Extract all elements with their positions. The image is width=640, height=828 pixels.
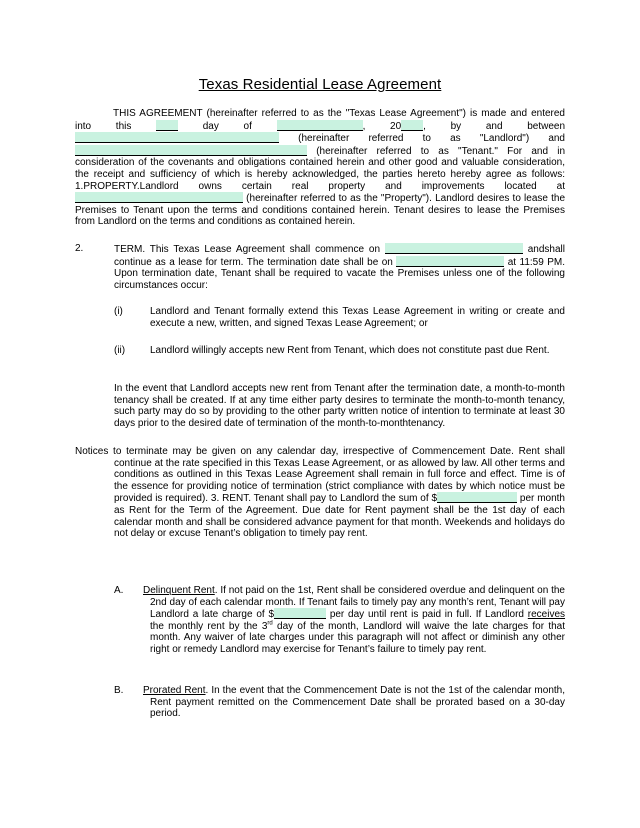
term-text-2: andshall continue as a lease for term. The termination date shall be on [114,244,566,268]
document-title: Texas Residential Lease Agreement [198,76,442,93]
late-charge-field[interactable] [274,608,326,619]
delinquent-heading: Delinquent Rent [143,585,215,596]
intro-text-3: , 20 [362,120,402,132]
notices-paragraph [75,446,565,540]
term-paragraph [114,243,565,291]
term-number: 2. [75,243,84,254]
notices-text-2: per month as Rent for the Term of the Agreement. Due date for Rent payment shall be the 1st day of each calendar month and shall be considered advance payment for that month. Weekends and holidays do not delay or excuse Tenant’s obligation to timely pay rent. [114,493,565,540]
item-label: (i) [114,306,123,317]
intro-text-4: , by and between [423,120,566,132]
rent-amount-field[interactable] [437,492,517,503]
landlord-name-field[interactable] [75,132,279,143]
intro-paragraph [75,108,565,228]
termination-date-field[interactable] [396,256,504,267]
delinquent-receives: receives [527,609,566,621]
item-label: (ii) [114,345,126,356]
ordinal-suffix: rd [267,620,273,627]
property-address-field[interactable] [75,192,243,203]
prorated-label: B. [114,685,124,696]
term-text-1: TERM. This Texas Lease Agreement shall commence on [114,244,380,255]
delinquent-text-3: the monthly rent by the 3 [150,620,268,632]
delinquent-paragraph [143,585,566,656]
month-field[interactable] [277,120,363,131]
intro-text-2: day of [202,120,252,132]
year-field[interactable] [401,120,423,131]
delinquent-text-1: . If not paid on the 1st, Rent shall be considered overdue and delinquent on the 2nd day of each calendar month. If Tenant fails to timely pay any month’s rent, Tenant will pay Landlord a late charge of $ [150,585,565,621]
prorated-heading: Prorated Rent [143,685,206,696]
item-text: Landlord willingly accepts new Rent from Tenant, which does not constitute past due Rent. [150,345,550,356]
term-text-3: at 11:59 PM. Upon termination date, Tenant shall be required to vacate the Premises unless one of the following circumstances occur: [114,256,566,291]
delinquent-label: A. [114,585,124,596]
intro-text-6: (hereinafter referred to as "Tenant." For and in consideration of the covenants and obligations contained herein and other good and valuable consideration, the receipt and sufficiency of which is hereby acknowledged, the parties hereto hereby agree as follows: 1.PROPERTY.Landlord owns certain real property and improvements located at [75,145,566,192]
tenant-name-field[interactable] [75,145,307,156]
delinquent-text-4: day of the month, Landlord will waive the late charges for that month. Any waiver of late charges under this paragraph will not affect or diminish any other right or remedy Landlord may exercise for Tenant’s failure to timely pay rent. [150,620,565,655]
delinquent-text-2: per day until rent is paid in full. If Landlord [329,609,524,621]
item-text: Landlord and Tenant formally extend this Texas Lease Agreement in writing or create and execute a new, written, and signed Texas Lease Agreement; or [150,306,565,329]
month-to-month-paragraph: In the event that Landlord accepts new rent from Tenant after the termination date, a month-to-month tenancy shall be created. If at any time either party desires to terminate the month-to-month tenancy, such party may do so by providing to the other party written notice of intention to terminate at least 30 days prior to the desired date of termination of the month-to-monthtenancy. [114,383,565,429]
intro-text-1: THIS AGREEMENT (hereinafter referred to as the "Texas Lease Agreement") is made and entered into this [75,108,565,132]
commence-date-field[interactable] [385,243,523,254]
intro-text-7: (hereinafter referred to as the "Property"). Landlord desires to lease the Premises to Tenant upon the terms and conditions contained herein. Tenant desires to lease the Premises from Landlord on the terms and conditions as contained herein. [75,193,566,228]
notices-text-1: Notices to terminate may be given on any calendar day, irrespective of Commencement Date. Rent shall continue at the rate specified in this Texas Lease Agreement, or as allowed by law. All other terms and conditions as outlined in this Texas Lease Agreement shall remain in full force and effect. Time is of the essence for providing notice of termination (strict compliance with dates by which notice must be provided is required). 3. RENT. Tenant shall pay to Landlord the sum of $ [75,446,565,505]
intro-text-5: (hereinafter referred to as "Landlord") and [298,133,565,145]
prorated-paragraph [143,685,565,720]
day-field[interactable] [156,120,178,131]
prorated-text-1: . In the event that the Commencement Date is not the 1st of the calendar month, Rent payment remitted on the Commencement Date shall be prorated based on a 30-day period. [150,685,565,720]
